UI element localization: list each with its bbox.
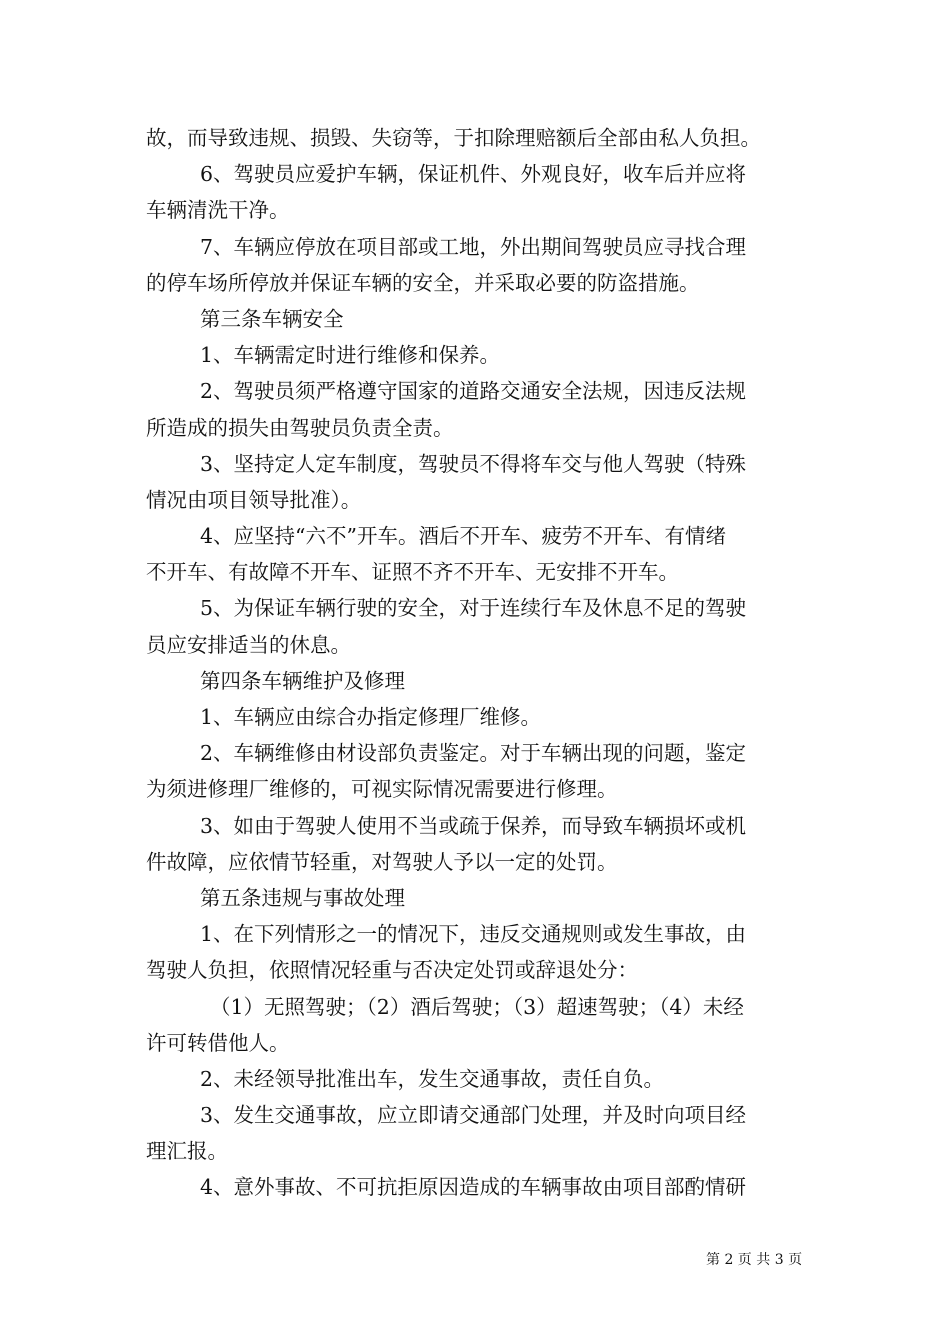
text-line: 故，而导致违规、损毁、失窃等，于扣除理赔额后全部由私人负担。 [146,126,761,150]
text-line: 4、意外事故、不可抗拒原因造成的车辆事故由项目部酌情研 [200,1175,747,1200]
text-line: 1、在下列情形之一的情况下，违反交通规则或发生事故，由 [200,922,747,947]
text-line: 理汇报。 [146,1139,228,1164]
text-line: 的停车场所停放并保证车辆的安全，并采取必要的防盗措施。 [146,270,700,295]
text-line: 不开车、有故障不开车、证照不齐不开车、无安排不开车。 [146,560,679,585]
text-line: 3、如由于驾驶人使用不当或疏于保养，而导致车辆损坏或机 [200,813,747,838]
text-line: 车辆清洗干净。 [146,198,290,223]
text-line: 件故障，应依情节轻重，对驾驶人予以一定的处罚。 [146,849,618,874]
text-line: 2、驾驶员须严格遵守国家的道路交通安全法规，因违反法规 [200,379,747,404]
text-line: 4、应坚持“六不”开车。酒后不开车、疲劳不开车、有情绪 [200,524,727,549]
text-line: 3、发生交通事故，应立即请交通部门处理，并及时向项目经 [200,1103,747,1128]
text-line: 5、为保证车辆行驶的安全，对于连续行车及休息不足的驾驶 [200,596,747,621]
text-line: 许可转借他人。 [146,1030,290,1055]
section-heading: 第三条车辆安全 [200,306,344,331]
text-line: 2、未经领导批准出车，发生交通事故，责任自负。 [200,1066,665,1091]
text-line: 1、车辆需定时进行维修和保养。 [200,343,501,368]
document-body [146,120,818,1206]
text-line: 2、车辆维修由材设部负责鉴定。对于车辆出现的问题，鉴定 [200,741,747,766]
text-line: 情况由项目领导批准）。 [146,487,362,512]
text-line: 7、车辆应停放在项目部或工地，外出期间驾驶员应寻找合理 [200,234,747,259]
section-heading: 第四条车辆维护及修理 [200,668,405,693]
text-line: （1）无照驾驶；（2）酒后驾驶；（3）超速驾驶；（4）未经 [210,994,744,1019]
text-line: 员应安排适当的休息。 [146,632,351,657]
text-line: 为须进修理厂维修的，可视实际情况需要进行修理。 [146,777,618,802]
text-line: 6、驾驶员应爱护车辆，保证机件、外观良好，收车后并应将 [200,162,747,187]
text-line: 3、坚持定人定车制度，驾驶员不得将车交与他人驾驶（特殊 [200,451,747,476]
text-line: 所造成的损失由驾驶员负责全责。 [146,415,454,440]
section-heading: 第五条违规与事故处理 [200,885,405,910]
page-number: 第 2 页 共 3 页 [706,1252,803,1268]
text-line: 1、车辆应由综合办指定修理厂维修。 [200,705,542,729]
text-line: 驾驶人负担，依照情况轻重与否决定处罚或辞退处分： [146,958,638,983]
